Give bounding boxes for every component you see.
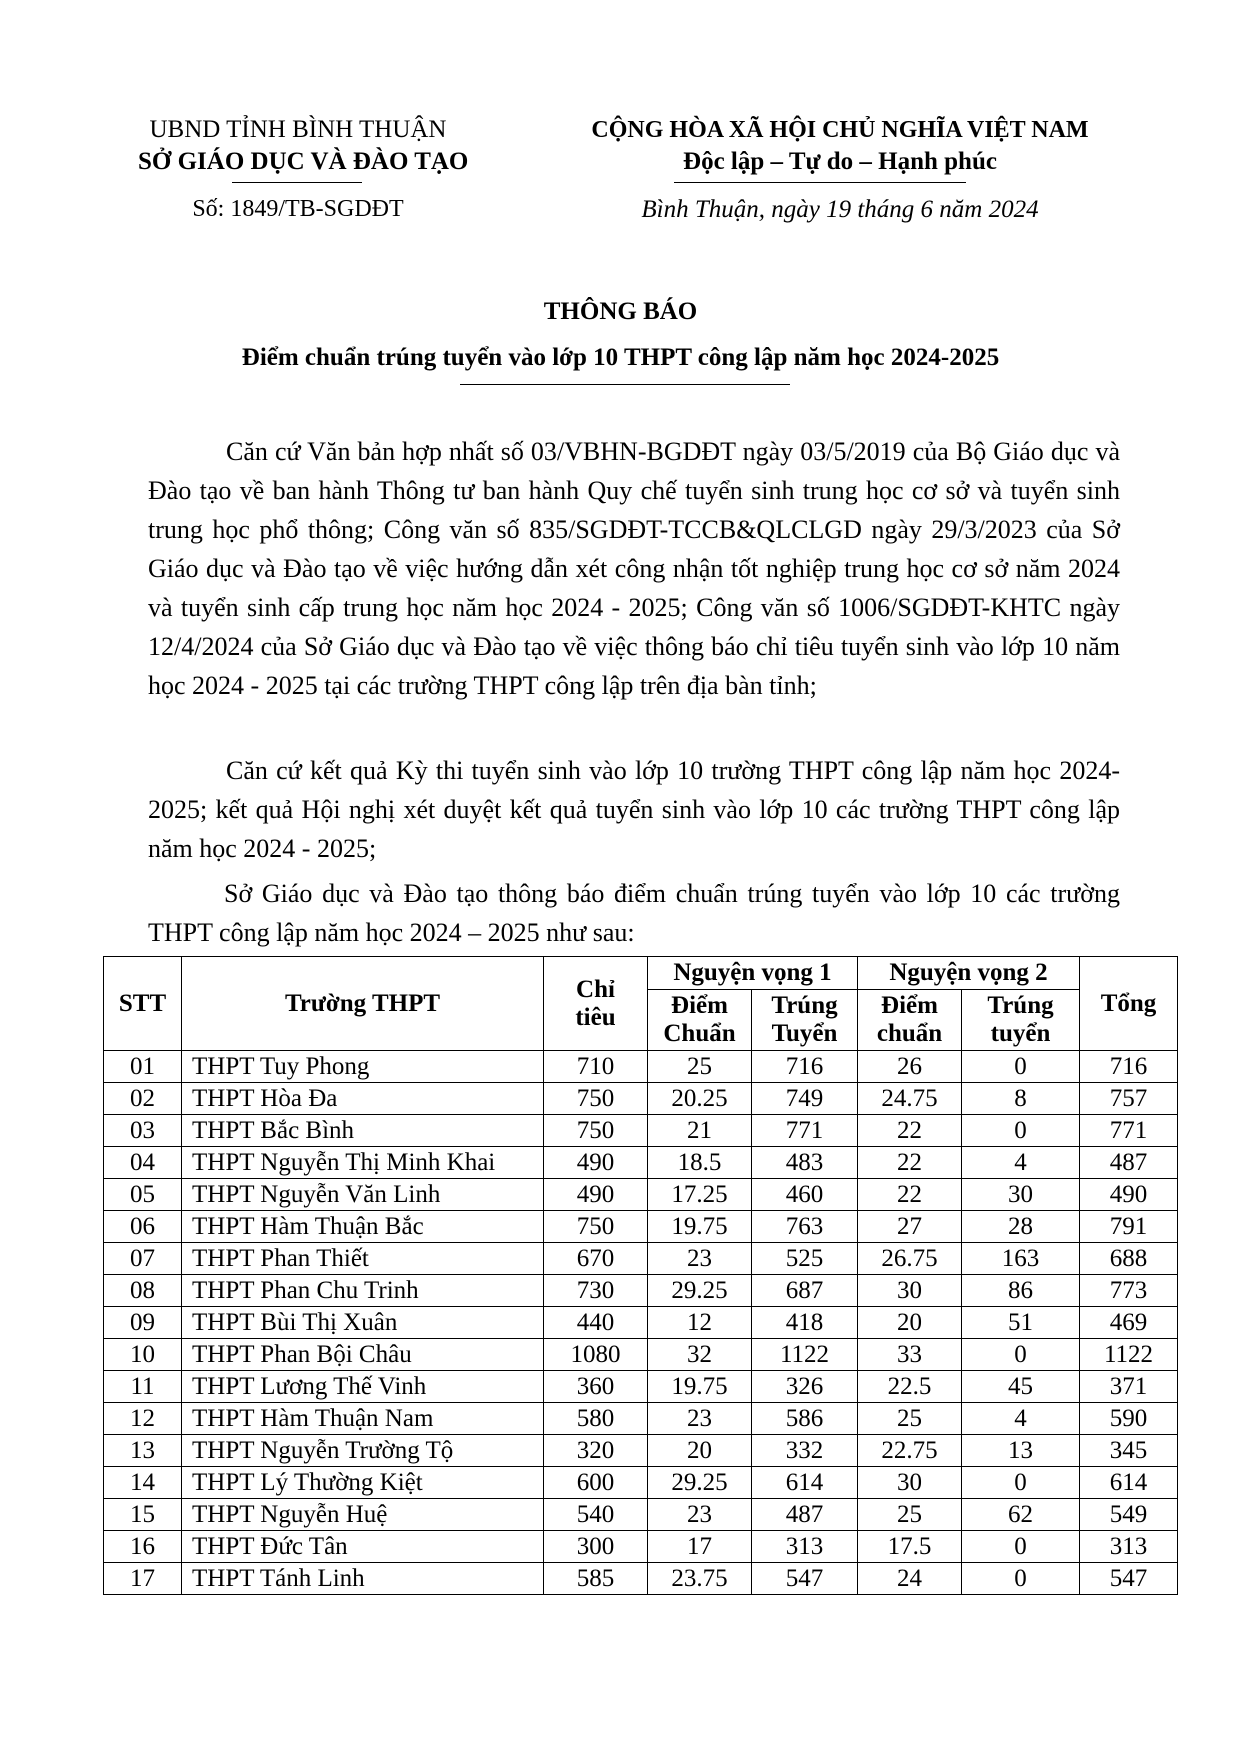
- admission-score-table: [103, 956, 1178, 1595]
- cell-stt: 12: [104, 1403, 182, 1435]
- cell-total: 487: [1080, 1147, 1178, 1179]
- cell-quota: 710: [544, 1051, 648, 1083]
- cell-nv2-score: 33: [858, 1339, 962, 1371]
- cell-total: 490: [1080, 1179, 1178, 1211]
- table-row: [104, 1179, 1178, 1211]
- cell-nv2-admitted: 0: [962, 1339, 1080, 1371]
- cell-stt: 01: [104, 1051, 182, 1083]
- cell-nv2-admitted: 0: [962, 1531, 1080, 1563]
- paragraph-text: Sở Giáo dục và Đào tạo thông báo điểm chuẩn trúng tuyển vào lớp 10 các trường THPT công lập năm học 2024 – 2025 như sau:: [148, 879, 1120, 947]
- issuer-department: SỞ GIÁO DỤC VÀ ĐÀO TẠO: [138, 148, 469, 175]
- cell-nv1-admitted: 460: [752, 1179, 858, 1211]
- paragraph-legal-basis-2: [148, 751, 1120, 868]
- cell-nv1-admitted: 1122: [752, 1339, 858, 1371]
- cell-nv2-score: 20: [858, 1307, 962, 1339]
- cell-quota: 440: [544, 1307, 648, 1339]
- cell-nv2-score: 22: [858, 1179, 962, 1211]
- cell-total: 757: [1080, 1083, 1178, 1115]
- cell-nv2-admitted: 45: [962, 1371, 1080, 1403]
- cell-nv2-admitted: 0: [962, 1563, 1080, 1595]
- cell-total: 469: [1080, 1307, 1178, 1339]
- cell-total: 771: [1080, 1115, 1178, 1147]
- cell-nv2-score: 26.75: [858, 1243, 962, 1275]
- cell-quota: 670: [544, 1243, 648, 1275]
- cell-stt: 08: [104, 1275, 182, 1307]
- header-nv1: Nguyện vọng 1: [648, 957, 858, 990]
- cell-school: THPT Bùi Thị Xuân: [182, 1307, 544, 1339]
- cell-nv1-score: 25: [648, 1051, 752, 1083]
- table-row: [104, 1115, 1178, 1147]
- table-row: [104, 1275, 1178, 1307]
- cell-nv2-score: 25: [858, 1499, 962, 1531]
- cell-total: 371: [1080, 1371, 1178, 1403]
- cell-school: THPT Nguyễn Văn Linh: [182, 1179, 544, 1211]
- issuer-authority: UBND TỈNH BÌNH THUẬN: [149, 116, 447, 143]
- cell-nv1-score: 17: [648, 1531, 752, 1563]
- cell-stt: 04: [104, 1147, 182, 1179]
- cell-total: 791: [1080, 1211, 1178, 1243]
- cell-nv2-score: 24.75: [858, 1083, 962, 1115]
- cell-stt: 17: [104, 1563, 182, 1595]
- cell-quota: 580: [544, 1403, 648, 1435]
- cell-quota: 540: [544, 1499, 648, 1531]
- cell-school: THPT Nguyễn Huệ: [182, 1499, 544, 1531]
- cell-nv2-admitted: 62: [962, 1499, 1080, 1531]
- cell-total: 313: [1080, 1531, 1178, 1563]
- cell-school: THPT Hòa Đa: [182, 1083, 544, 1115]
- cell-nv2-admitted: 4: [962, 1403, 1080, 1435]
- cell-stt: 11: [104, 1371, 182, 1403]
- cell-school: THPT Tánh Linh: [182, 1563, 544, 1595]
- cell-school: THPT Phan Chu Trinh: [182, 1275, 544, 1307]
- cell-nv1-admitted: 749: [752, 1083, 858, 1115]
- national-header-block: [560, 114, 1120, 224]
- cell-nv1-admitted: 525: [752, 1243, 858, 1275]
- cell-quota: 585: [544, 1563, 648, 1595]
- cell-stt: 15: [104, 1499, 182, 1531]
- cell-nv1-score: 23: [648, 1499, 752, 1531]
- table-row: [104, 1243, 1178, 1275]
- cell-quota: 750: [544, 1211, 648, 1243]
- cell-total: 1122: [1080, 1339, 1178, 1371]
- cell-nv2-score: 27: [858, 1211, 962, 1243]
- cell-stt: 09: [104, 1307, 182, 1339]
- cell-nv1-admitted: 763: [752, 1211, 858, 1243]
- cell-nv2-score: 30: [858, 1275, 962, 1307]
- cell-school: THPT Nguyễn Trường Tộ: [182, 1435, 544, 1467]
- cell-nv1-admitted: 716: [752, 1051, 858, 1083]
- cell-nv2-score: 26: [858, 1051, 962, 1083]
- table-row: [104, 1403, 1178, 1435]
- cell-school: THPT Tuy Phong: [182, 1051, 544, 1083]
- cell-school: THPT Phan Bội Châu: [182, 1339, 544, 1371]
- cell-quota: 750: [544, 1115, 648, 1147]
- paragraph-legal-basis-1: [148, 432, 1120, 705]
- header-school: Trường THPT: [182, 957, 544, 1051]
- cell-nv2-admitted: 30: [962, 1179, 1080, 1211]
- cell-nv2-admitted: 86: [962, 1275, 1080, 1307]
- paragraph-text: Căn cứ Văn bản hợp nhất số 03/VBHN-BGDĐT ngày 03/5/2019 của Bộ Giáo dục và Đào tạo về ban hành Thông tư ban hành Quy chế tuyển sinh trung học cơ sở và tuyển sinh trung học phổ thông; Công văn số 835/SGDĐT-TCCB&QLCLGD ngày 29/3/2023 của Sở Giáo dục và Đào tạo về việc hướng dẫn xét công nhận tốt nghiệp trung học cơ sở năm 2024 và tuyển sinh cấp trung học năm học 2024 - 2025; Công văn số 1006/SGDĐT-KHTC ngày 12/4/2024 của Sở Giáo dục và Đào tạo về việc thông báo chỉ tiêu tuyển sinh vào lớp 10 năm học 2024 - 2025 tại các trường THPT công lập trên địa bàn tỉnh;: [148, 437, 1120, 700]
- cell-stt: 03: [104, 1115, 182, 1147]
- cell-stt: 10: [104, 1339, 182, 1371]
- header-stt: STT: [104, 957, 182, 1051]
- cell-nv1-admitted: 586: [752, 1403, 858, 1435]
- cell-school: THPT Lý Thường Kiệt: [182, 1467, 544, 1499]
- cell-school: THPT Bắc Bình: [182, 1115, 544, 1147]
- cell-quota: 360: [544, 1371, 648, 1403]
- cell-school: THPT Hàm Thuận Nam: [182, 1403, 544, 1435]
- cell-nv2-score: 22.5: [858, 1371, 962, 1403]
- table-row: [104, 1083, 1178, 1115]
- cell-nv1-admitted: 614: [752, 1467, 858, 1499]
- header-nv1-score: Điểm Chuẩn: [648, 990, 752, 1051]
- cell-nv2-admitted: 8: [962, 1083, 1080, 1115]
- cell-stt: 07: [104, 1243, 182, 1275]
- cell-nv2-admitted: 0: [962, 1467, 1080, 1499]
- table-row: [104, 1211, 1178, 1243]
- cell-school: THPT Lương Thế Vinh: [182, 1371, 544, 1403]
- table-row: [104, 1339, 1178, 1371]
- table-row: [104, 1563, 1178, 1595]
- cell-nv2-admitted: 0: [962, 1115, 1080, 1147]
- cell-nv1-admitted: 332: [752, 1435, 858, 1467]
- table-row: [104, 1147, 1178, 1179]
- cell-nv2-score: 22: [858, 1115, 962, 1147]
- cell-nv1-admitted: 326: [752, 1371, 858, 1403]
- cell-nv1-admitted: 313: [752, 1531, 858, 1563]
- table-row: [104, 1371, 1178, 1403]
- cell-stt: 06: [104, 1211, 182, 1243]
- cell-nv1-score: 23: [648, 1243, 752, 1275]
- cell-quota: 600: [544, 1467, 648, 1499]
- table-row: [104, 1435, 1178, 1467]
- cell-nv1-admitted: 771: [752, 1115, 858, 1147]
- cell-total: 547: [1080, 1563, 1178, 1595]
- cell-quota: 490: [544, 1179, 648, 1211]
- cell-quota: 490: [544, 1147, 648, 1179]
- cell-quota: 730: [544, 1275, 648, 1307]
- cell-nv2-score: 24: [858, 1563, 962, 1595]
- table-row: [104, 1499, 1178, 1531]
- table-row: [104, 1051, 1178, 1083]
- table-row: [104, 1467, 1178, 1499]
- cell-nv2-admitted: 51: [962, 1307, 1080, 1339]
- cell-nv2-score: 22: [858, 1147, 962, 1179]
- cell-stt: 02: [104, 1083, 182, 1115]
- cell-nv1-score: 20: [648, 1435, 752, 1467]
- cell-nv1-admitted: 418: [752, 1307, 858, 1339]
- cell-nv2-admitted: 163: [962, 1243, 1080, 1275]
- cell-nv2-admitted: 0: [962, 1051, 1080, 1083]
- cell-nv1-score: 23: [648, 1403, 752, 1435]
- cell-stt: 14: [104, 1467, 182, 1499]
- paragraph-announcement: [148, 874, 1120, 952]
- cell-nv1-score: 19.75: [648, 1371, 752, 1403]
- cell-nv1-score: 17.25: [648, 1179, 752, 1211]
- document-number: Số: 1849/TB-SGDĐT: [192, 196, 404, 222]
- document-subtitle: Điểm chuẩn trúng tuyển vào lớp 10 THPT công lập năm học 2024-2025: [241, 344, 1000, 371]
- cell-nv1-score: 29.25: [648, 1467, 752, 1499]
- cell-nv1-score: 18.5: [648, 1147, 752, 1179]
- header-nv1-admitted: Trúng Tuyển: [752, 990, 858, 1051]
- cell-quota: 320: [544, 1435, 648, 1467]
- header-nv2-admitted: Trúng tuyển: [962, 990, 1080, 1051]
- cell-nv1-admitted: 487: [752, 1499, 858, 1531]
- cell-total: 549: [1080, 1499, 1178, 1531]
- header-nv2: Nguyện vọng 2: [858, 957, 1080, 990]
- cell-nv1-score: 32: [648, 1339, 752, 1371]
- cell-total: 716: [1080, 1051, 1178, 1083]
- issuer-block: [138, 114, 469, 223]
- cell-total: 688: [1080, 1243, 1178, 1275]
- cell-school: THPT Nguyễn Thị Minh Khai: [182, 1147, 544, 1179]
- score-table-body: [104, 1051, 1178, 1595]
- header-quota: Chỉ tiêu: [544, 957, 648, 1051]
- header-nv2-score: Điểm chuẩn: [858, 990, 962, 1051]
- cell-nv1-admitted: 547: [752, 1563, 858, 1595]
- department-underline: [232, 182, 362, 183]
- cell-stt: 16: [104, 1531, 182, 1563]
- cell-school: THPT Hàm Thuận Bắc: [182, 1211, 544, 1243]
- cell-quota: 1080: [544, 1339, 648, 1371]
- cell-total: 773: [1080, 1275, 1178, 1307]
- nation-name: CỘNG HÒA XÃ HỘI CHỦ NGHĨA VIỆT NAM: [591, 117, 1089, 143]
- subtitle-underline: [460, 384, 790, 385]
- cell-nv1-score: 12: [648, 1307, 752, 1339]
- cell-nv2-score: 17.5: [858, 1531, 962, 1563]
- header-total: Tổng: [1080, 957, 1178, 1051]
- place-date: Bình Thuận, ngày 19 tháng 6 năm 2024: [641, 196, 1039, 223]
- cell-nv2-admitted: 4: [962, 1147, 1080, 1179]
- cell-nv1-score: 20.25: [648, 1083, 752, 1115]
- cell-nv1-score: 29.25: [648, 1275, 752, 1307]
- cell-total: 590: [1080, 1403, 1178, 1435]
- cell-total: 345: [1080, 1435, 1178, 1467]
- cell-nv2-admitted: 13: [962, 1435, 1080, 1467]
- cell-nv2-score: 30: [858, 1467, 962, 1499]
- cell-nv2-score: 22.75: [858, 1435, 962, 1467]
- paragraph-text: Căn cứ kết quả Kỳ thi tuyển sinh vào lớp 10 trường THPT công lập năm học 2024-2025; kết quả Hội nghị xét duyệt kết quả tuyển sinh vào lớp 10 các trường THPT công lập năm học 2024 - 2025;: [148, 756, 1120, 863]
- cell-school: THPT Phan Thiết: [182, 1243, 544, 1275]
- cell-school: THPT Đức Tân: [182, 1531, 544, 1563]
- cell-nv1-score: 21: [648, 1115, 752, 1147]
- cell-nv2-admitted: 28: [962, 1211, 1080, 1243]
- national-motto: Độc lập – Tự do – Hạnh phúc: [683, 148, 997, 175]
- cell-stt: 13: [104, 1435, 182, 1467]
- table-row: [104, 1307, 1178, 1339]
- cell-quota: 300: [544, 1531, 648, 1563]
- cell-stt: 05: [104, 1179, 182, 1211]
- cell-total: 614: [1080, 1467, 1178, 1499]
- motto-underline: [674, 182, 966, 183]
- cell-nv1-score: 19.75: [648, 1211, 752, 1243]
- document-title: THÔNG BÁO: [543, 298, 698, 325]
- cell-nv1-score: 23.75: [648, 1563, 752, 1595]
- cell-nv1-admitted: 483: [752, 1147, 858, 1179]
- cell-quota: 750: [544, 1083, 648, 1115]
- cell-nv1-admitted: 687: [752, 1275, 858, 1307]
- cell-nv2-score: 25: [858, 1403, 962, 1435]
- table-row: [104, 1531, 1178, 1563]
